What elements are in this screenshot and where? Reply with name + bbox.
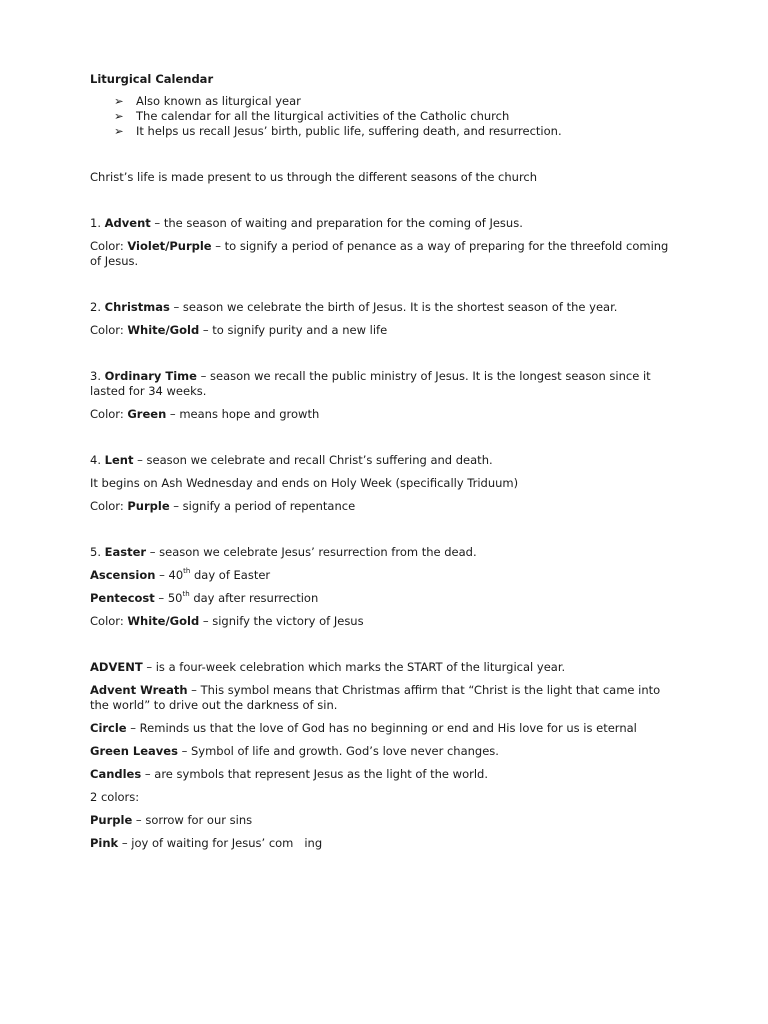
color-name: Violet/Purple	[127, 239, 212, 253]
season-name: Easter	[104, 545, 147, 559]
bullet-text: It helps us recall Jesus’ birth, public life, suffering death, and resurrection.	[136, 124, 562, 138]
bullet-item	[114, 94, 675, 109]
color-desc: – signify a period of repentance	[169, 499, 356, 513]
season-christmas-color	[90, 323, 675, 338]
season-number: 4.	[90, 453, 105, 467]
advent-colors-heading: 2 colors:	[90, 790, 140, 804]
intro-paragraph: Christ’s life is made present to us through the different seasons of the church	[90, 170, 538, 184]
advent-green-leaves	[90, 744, 675, 759]
term-text: – sorrow for our sins	[132, 813, 253, 827]
ascension-label: Ascension	[90, 568, 156, 582]
term: Purple	[90, 813, 133, 827]
term: Candles	[90, 767, 142, 781]
color-desc: – to signify purity and a new life	[199, 323, 388, 337]
pentecost-post: day after resurrection	[189, 591, 319, 605]
term: Pink	[90, 836, 119, 850]
pentecost-sup: th	[182, 590, 190, 599]
season-advent	[90, 216, 675, 231]
season-number: 1.	[90, 216, 105, 230]
color-label: Color:	[90, 239, 128, 253]
bullet-item	[114, 124, 675, 139]
pentecost-pre: – 50	[154, 591, 183, 605]
season-lent	[90, 453, 675, 468]
bullet-text: Also known as liturgical year	[136, 94, 301, 108]
season-desc: – season we celebrate the birth of Jesus. It is the shortest season of the year.	[169, 300, 618, 314]
color-label: Color:	[90, 407, 128, 421]
season-lent-color	[90, 499, 675, 514]
color-desc: – to signify a period of penance as a way of preparing for the threefold coming of Jesus.	[90, 239, 669, 268]
advent-heading	[90, 660, 675, 675]
season-ordinary-time	[90, 369, 675, 399]
advent-color-purple	[90, 813, 675, 828]
advent-candles	[90, 767, 675, 782]
bullet-item	[114, 109, 675, 124]
arrow-bullet-icon: ➢	[114, 109, 124, 123]
color-name: White/Gold	[127, 614, 200, 628]
color-name: Purple	[127, 499, 170, 513]
intro-bullet-list	[90, 94, 675, 139]
color-name: White/Gold	[127, 323, 200, 337]
season-easter	[90, 545, 675, 560]
advent-circle	[90, 721, 675, 736]
season-number: 2.	[90, 300, 105, 314]
advent-color-pink	[90, 836, 675, 851]
bullet-text: The calendar for all the liturgical activities of the Catholic church	[136, 109, 510, 123]
season-lent-extra: It begins on Ash Wednesday and ends on Holy Week (specifically Triduum)	[90, 476, 519, 490]
advent-wreath	[90, 683, 675, 713]
season-desc: – season we celebrate and recall Christ’s suffering and death.	[133, 453, 493, 467]
season-christmas	[90, 300, 675, 315]
ascension-pre: – 40	[155, 568, 184, 582]
ascension-post: day of Easter	[190, 568, 271, 582]
color-name: Green	[127, 407, 167, 421]
term-text: – are symbols that represent Jesus as the light of the world.	[141, 767, 488, 781]
term-text: – Symbol of life and growth. God’s love never changes.	[177, 744, 499, 758]
document-title: Liturgical Calendar	[90, 72, 214, 86]
term-text: – Reminds us that the love of God has no beginning or end and His love for us is eternal	[126, 721, 637, 735]
color-desc: – signify the victory of Jesus	[199, 614, 364, 628]
color-label: Color:	[90, 323, 128, 337]
term: Green Leaves	[90, 744, 178, 758]
season-name: Ordinary Time	[104, 369, 197, 383]
arrow-bullet-icon: ➢	[114, 124, 124, 138]
term-text: – joy of waiting for Jesus’ com ing	[118, 836, 323, 850]
arrow-bullet-icon: ➢	[114, 94, 124, 108]
season-desc: – season we celebrate Jesus’ resurrection from the dead.	[146, 545, 477, 559]
color-label: Color:	[90, 614, 128, 628]
season-desc: – season we recall the public ministry of Jesus. It is the longest season since it lasted for 34 weeks.	[90, 369, 651, 398]
pentecost-label: Pentecost	[90, 591, 155, 605]
season-name: Advent	[104, 216, 151, 230]
season-number: 3.	[90, 369, 105, 383]
easter-ascension	[90, 568, 675, 583]
term: Circle	[90, 721, 127, 735]
season-name: Christmas	[104, 300, 170, 314]
ascension-sup: th	[183, 567, 191, 576]
term: Advent Wreath	[90, 683, 188, 697]
advent-name: ADVENT	[90, 660, 143, 674]
document-page	[90, 72, 675, 851]
advent-desc: – is a four-week celebration which marks the START of the liturgical year.	[142, 660, 566, 674]
season-advent-color	[90, 239, 675, 269]
color-label: Color:	[90, 499, 128, 513]
color-desc: – means hope and growth	[166, 407, 320, 421]
season-number: 5.	[90, 545, 105, 559]
season-ordinary-time-color	[90, 407, 675, 422]
season-desc: – the season of waiting and preparation for the coming of Jesus.	[150, 216, 523, 230]
term-text: – This symbol means that Christmas affirm that “Christ is the light that came into the world” to drive out the darkness of sin.	[90, 683, 661, 712]
easter-pentecost	[90, 591, 675, 606]
season-easter-color	[90, 614, 675, 629]
season-name: Lent	[104, 453, 134, 467]
